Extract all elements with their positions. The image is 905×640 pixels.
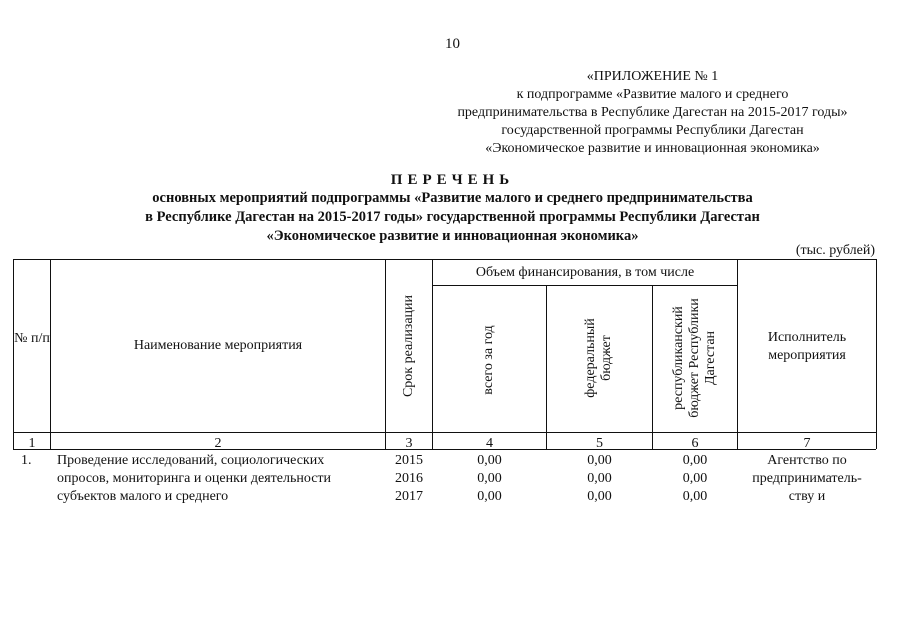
executor-cell <box>738 452 876 506</box>
total-cell: 0,00 <box>477 471 502 486</box>
appendix-line: государственной программы Республики Дагестан <box>501 123 804 138</box>
federal-cell: 0,00 <box>587 453 612 468</box>
total-values <box>433 452 546 506</box>
header-bottom-border <box>13 432 876 433</box>
activity-name-line: Проведение исследований, социологических <box>57 453 325 468</box>
federal-values <box>547 452 652 506</box>
republic-values <box>653 452 737 506</box>
column-divider <box>546 285 547 449</box>
header-executor: Исполнитель мероприятия <box>767 330 847 363</box>
federal-cell: 0,00 <box>587 471 612 486</box>
column-number: 6 <box>691 436 699 451</box>
column-divider <box>13 259 14 449</box>
column-number: 4 <box>486 436 493 451</box>
header-republic: республиканский бюджет Республики Дагестан <box>671 298 718 418</box>
column-number: 5 <box>596 436 603 451</box>
appendix-line: «ПРИЛОЖЕНИЕ № 1 <box>586 69 719 84</box>
column-divider <box>652 285 653 449</box>
header-num: № п/п <box>14 331 50 346</box>
total-cell: 0,00 <box>477 453 502 468</box>
header-federal: федеральный бюджет <box>583 318 614 398</box>
republic-cell: 0,00 <box>682 471 708 486</box>
document-title-heading: ПЕРЕЧЕНЬ <box>390 172 515 188</box>
row-number: 1. <box>21 453 32 468</box>
federal-cell: 0,00 <box>587 489 612 504</box>
activity-name-line: субъектов малого и среднего <box>57 489 229 504</box>
column-number: 1 <box>28 436 36 451</box>
title-line: «Экономическое развитие и инновационная экономика» <box>266 228 639 244</box>
column-divider <box>432 259 433 449</box>
column-divider <box>737 259 738 449</box>
title-line: основных мероприятий подпрограммы «Развитие малого и среднего предпринимательства <box>152 190 753 206</box>
year-cell: 2015 <box>395 453 423 468</box>
executor-line: ству и <box>788 489 826 504</box>
appendix-block <box>400 68 905 158</box>
activity-name-line: опросов, мониторинга и оценки деятельности <box>57 471 332 486</box>
executor-line: предприниматель- <box>752 471 862 486</box>
activity-name <box>57 452 331 506</box>
column-number: 2 <box>214 436 222 451</box>
implementation-years <box>386 452 432 506</box>
page-number: 10 <box>445 36 460 52</box>
table-border-top <box>13 259 876 260</box>
financing-group-divider <box>432 285 737 286</box>
column-number: 3 <box>405 436 413 451</box>
header-period: Срок реализации <box>401 294 416 398</box>
units-label: (тыс. рублей) <box>795 243 875 258</box>
year-cell: 2016 <box>395 471 423 486</box>
appendix-line: предпринимательства в Республике Дагестан на 2015-2017 годы» <box>457 105 848 120</box>
column-divider <box>385 259 386 449</box>
title-line: в Республике Дагестан на 2015-2017 годы» государственной программы Республики Дагестан <box>145 209 760 225</box>
column-number: 7 <box>803 436 811 451</box>
header-name: Наименование мероприятия <box>133 338 303 353</box>
republic-cell: 0,00 <box>682 453 708 468</box>
executor-line: Агентство по <box>767 453 847 468</box>
header-financing-group: Объем финансирования, в том числе <box>475 265 695 280</box>
column-divider <box>876 259 877 449</box>
appendix-line: «Экономическое развитие и инновационная экономика» <box>485 141 820 156</box>
republic-cell: 0,00 <box>682 489 708 504</box>
year-cell: 2017 <box>395 489 423 504</box>
column-divider <box>50 259 51 449</box>
document-title <box>0 189 905 246</box>
header-total: всего за год <box>481 325 496 395</box>
appendix-line: к подпрограмме «Развитие малого и среднего <box>516 87 789 102</box>
total-cell: 0,00 <box>477 489 502 504</box>
